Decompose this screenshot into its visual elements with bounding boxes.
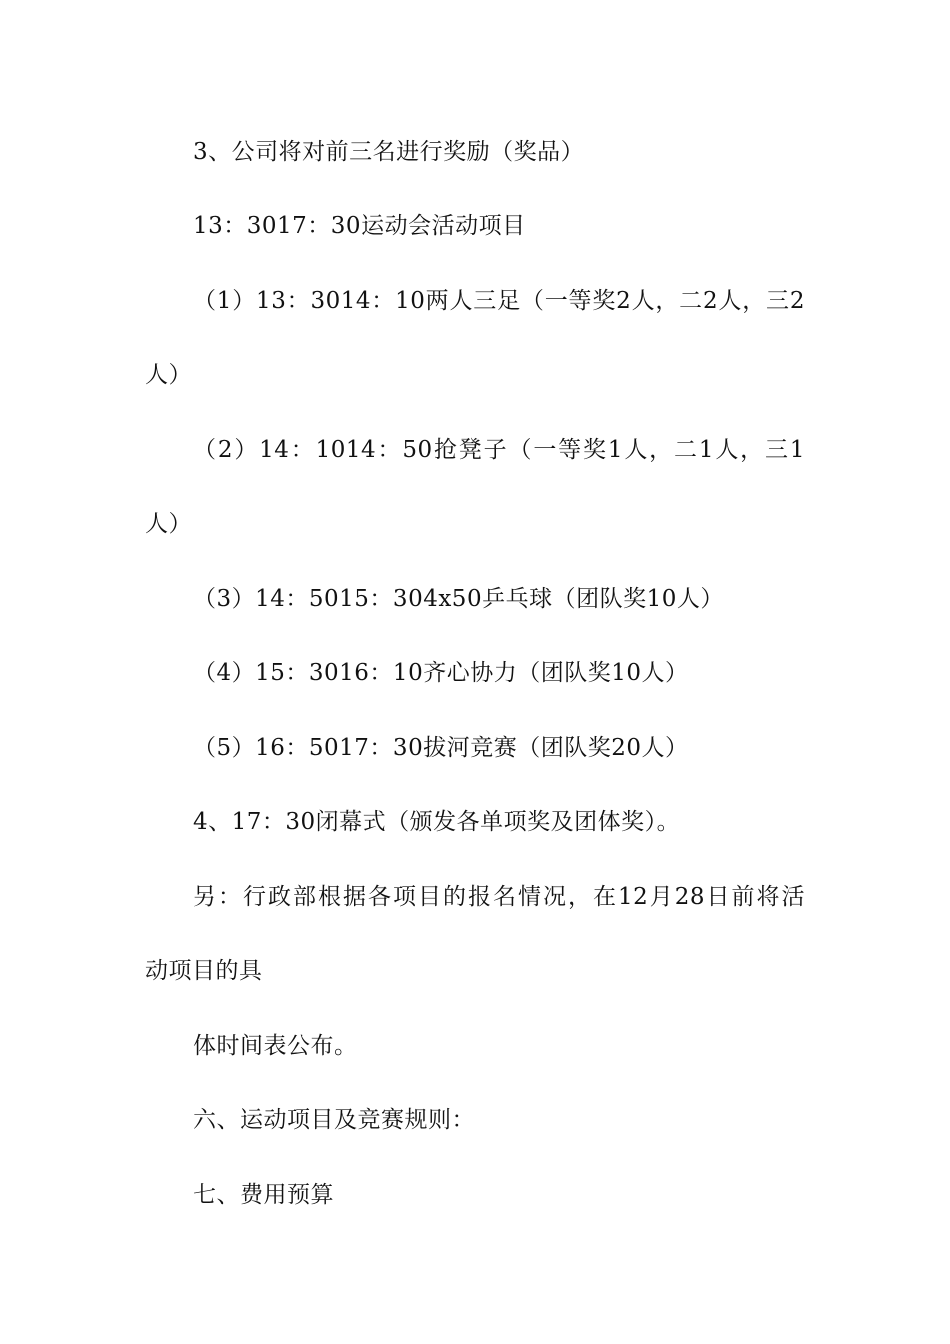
heading-budget: 七、费用预算 <box>193 1182 334 1208</box>
paragraph-item-1: （1）13：3014：10两人三足（一等奖2人，二2人，三2 <box>193 288 805 314</box>
paragraph-item-4: （4）15：3016：10齐心协力（团队奖10人） <box>193 660 689 686</box>
paragraph-item-2-cont: 人） <box>145 511 192 537</box>
paragraph-item-1-cont: 人） <box>145 362 192 388</box>
paragraph-sports-schedule: 13：3017：30运动会活动项目 <box>193 213 526 239</box>
paragraph-item-5: （5）16：5017：30拔河竞赛（团队奖20人） <box>193 735 689 761</box>
paragraph-item-2: （2）14：1014：50抢凳子（一等奖1人，二1人，三1 <box>193 437 805 463</box>
paragraph-closing-ceremony: 4、17：30闭幕式（颁发各单项奖及团体奖）。 <box>193 809 681 835</box>
paragraph-note-cont-2: 体时间表公布。 <box>193 1033 358 1059</box>
heading-rules: 六、运动项目及竞赛规则： <box>193 1107 475 1133</box>
paragraph-note: 另：行政部根据各项目的报名情况，在12月28日前将活 <box>193 884 805 910</box>
paragraph-note-cont: 动项目的具 <box>145 958 263 984</box>
paragraph-item-3: （3）14：5015：304x50乒乓球（团队奖10人） <box>193 586 724 612</box>
paragraph-award-top-three: 3、公司将对前三名进行奖励（奖品） <box>193 139 585 165</box>
